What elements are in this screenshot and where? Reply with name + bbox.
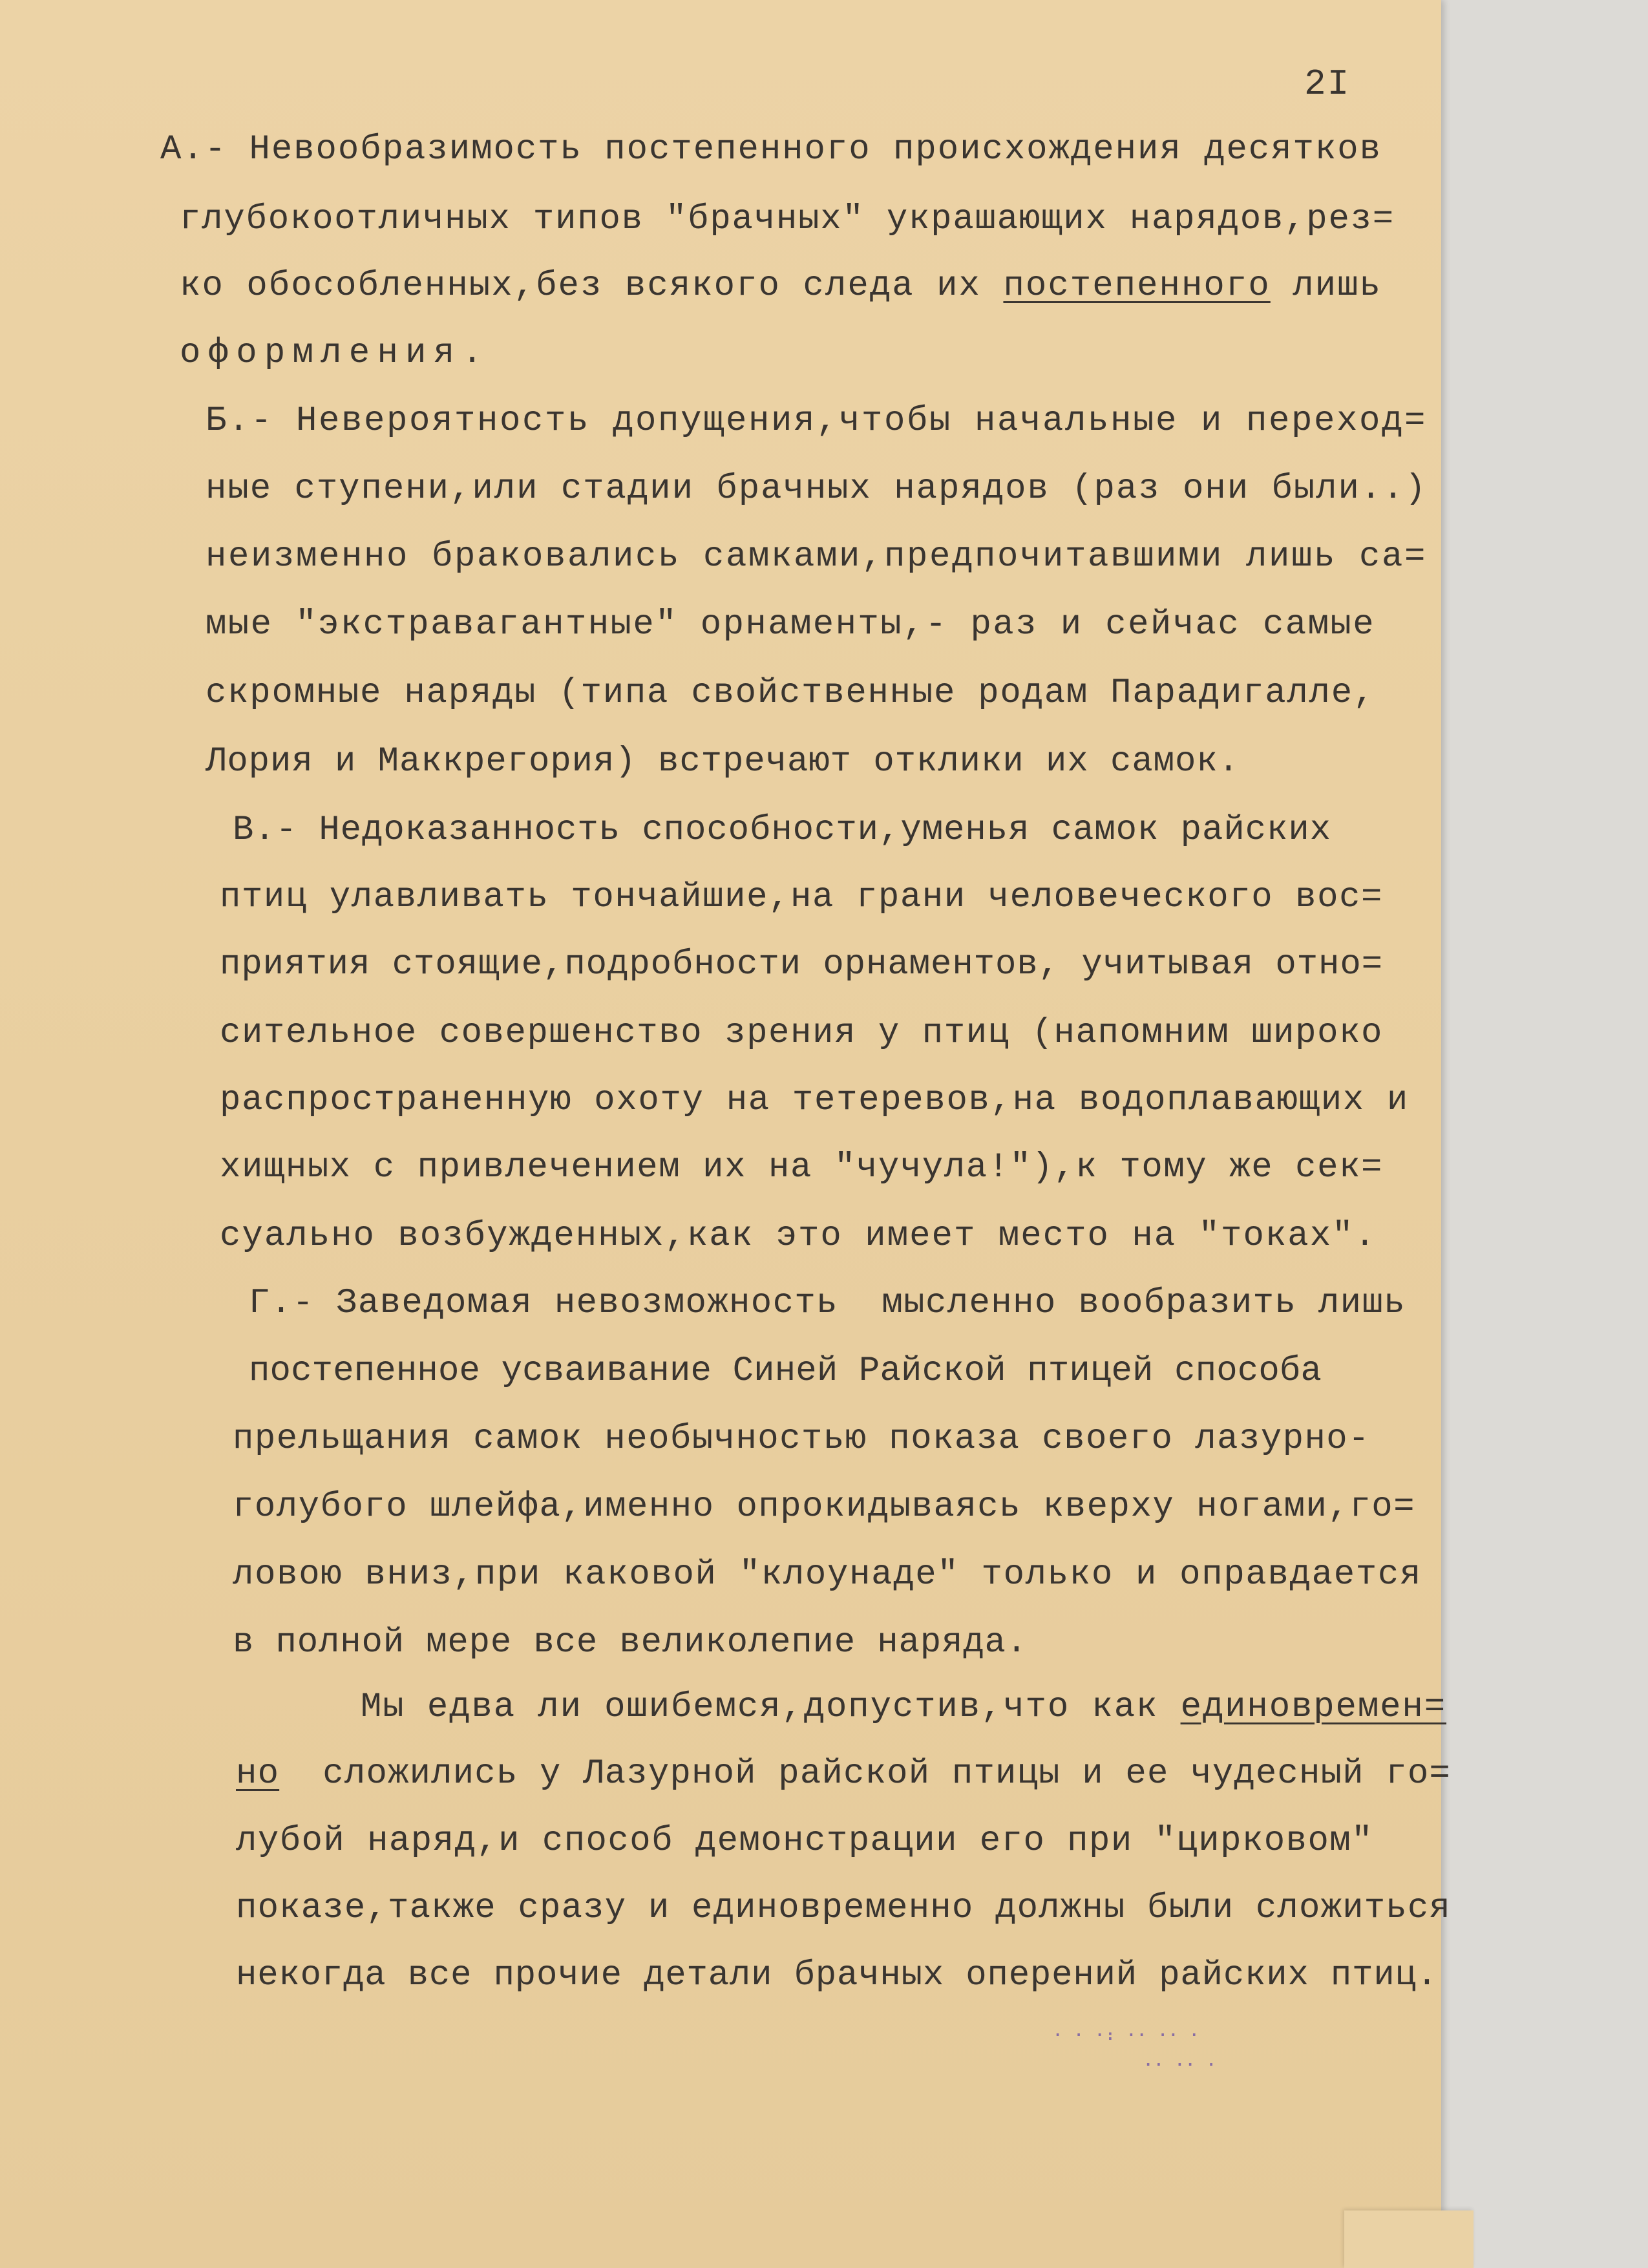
text-segment: распространенную охоту на тетеревов,на водоплавающих и xyxy=(220,1081,1409,1120)
text-line xyxy=(206,469,1427,509)
text-segment: А.- Невообразимость постепенного происхождения десятков xyxy=(160,130,1382,169)
text-segment: показе,также сразу и единовременно должны были сложиться xyxy=(236,1889,1451,1928)
text-line xyxy=(233,813,1331,848)
text-line xyxy=(233,1487,1415,1527)
archive-stamp: · · ·: ·· ·· · ·· ·· · xyxy=(1053,2028,1218,2073)
text-segment: птиц улавливать тончайшие,на грани человеческого вос= xyxy=(220,878,1383,917)
text-line xyxy=(233,1623,1028,1662)
underlined-word: постепенного xyxy=(1003,266,1271,306)
text-segment: оформления. xyxy=(180,334,490,373)
text-line xyxy=(206,605,1375,644)
text-line xyxy=(220,1150,1383,1185)
text-line xyxy=(206,673,1375,713)
text-segment: в полной мере все великолепие наряда. xyxy=(233,1623,1028,1662)
text-segment: неизменно браковались самками,предпочитавшими лишь са= xyxy=(206,537,1427,577)
text-line xyxy=(236,1958,1438,1993)
text-segment: приятия стоящие,подробности орнаментов, учитывая отно= xyxy=(220,945,1383,984)
text-segment: прельщания самок необычностью показа своего лазурно- xyxy=(233,1419,1370,1459)
text-line xyxy=(160,132,1382,167)
text-line xyxy=(361,1690,1446,1725)
text-line xyxy=(180,266,1382,306)
text-segment: сительное совершенство зрения у птиц (напомним широко xyxy=(220,1013,1383,1053)
text-segment: ко обособленных,без всякого следа их xyxy=(180,266,1004,306)
text-segment: сложились у Лазурной райской птицы и ее чудесный го= xyxy=(279,1754,1452,1794)
text-segment: Б.- Невероятность допущения,чтобы начальные и переход= xyxy=(206,401,1427,441)
text-segment: постепенное усваивание Синей Райской птицей способа xyxy=(249,1351,1322,1391)
underlying-page-edge xyxy=(1344,2210,1474,2268)
text-segment: хищных с привлечением их на "чучула!"),к тому же сек= xyxy=(220,1148,1383,1187)
text-segment: голубого шлейфа,именно опрокидываясь кверху ногами,го= xyxy=(233,1487,1415,1527)
text-segment: лубой наряд,и способ демонстрации его при "цирковом" xyxy=(236,1821,1373,1861)
text-line xyxy=(220,1083,1409,1118)
text-line xyxy=(233,1555,1422,1595)
text-segment: ловою вниз,при каковой "клоунаде" только и оправдается xyxy=(233,1555,1422,1595)
text-line xyxy=(220,1013,1383,1053)
text-line xyxy=(249,1351,1322,1391)
text-line xyxy=(206,742,1240,781)
text-segment: ные ступени,или стадии брачных нарядов (раз они были..) xyxy=(206,469,1427,509)
text-segment: некогда все прочие детали брачных оперений райских птиц. xyxy=(236,1956,1438,1995)
text-line xyxy=(236,1821,1373,1861)
text-line xyxy=(236,1891,1451,1926)
text-line xyxy=(220,880,1383,915)
text-segment: лишь xyxy=(1270,266,1382,306)
text-line xyxy=(220,1216,1377,1256)
underlined-word: единовремен= xyxy=(1180,1688,1446,1727)
text-line xyxy=(236,1754,1452,1794)
text-segment: скромные наряды (типа свойственные родам Парадигалле, xyxy=(206,673,1375,713)
text-line xyxy=(180,336,490,371)
underlined-word: но xyxy=(236,1754,280,1794)
text-line xyxy=(233,1419,1370,1459)
text-segment: Лория и Маккрегория) встречают отклики их самок. xyxy=(206,742,1240,781)
text-line xyxy=(206,537,1427,577)
text-segment: Мы едва ли ошибемся,допустив,что как xyxy=(361,1688,1181,1727)
text-segment: В.- Недоказанность способности,уменья самок райских xyxy=(233,811,1331,850)
text-segment: глубокоотличных типов "брачных" украшающих нарядов,рез= xyxy=(180,200,1395,239)
text-segment: суально возбужденных,как это имеет место на "токах". xyxy=(220,1216,1377,1256)
text-line xyxy=(249,1286,1406,1321)
page-number: 2I xyxy=(1304,63,1351,105)
text-line xyxy=(180,202,1395,237)
text-segment: мые "экстравагантные" орнаменты,- раз и сейчас самые xyxy=(206,605,1375,644)
text-line xyxy=(206,401,1427,441)
text-line xyxy=(220,945,1383,984)
text-segment: Г.- Заведомая невозможность мысленно вообразить лишь xyxy=(249,1284,1406,1323)
